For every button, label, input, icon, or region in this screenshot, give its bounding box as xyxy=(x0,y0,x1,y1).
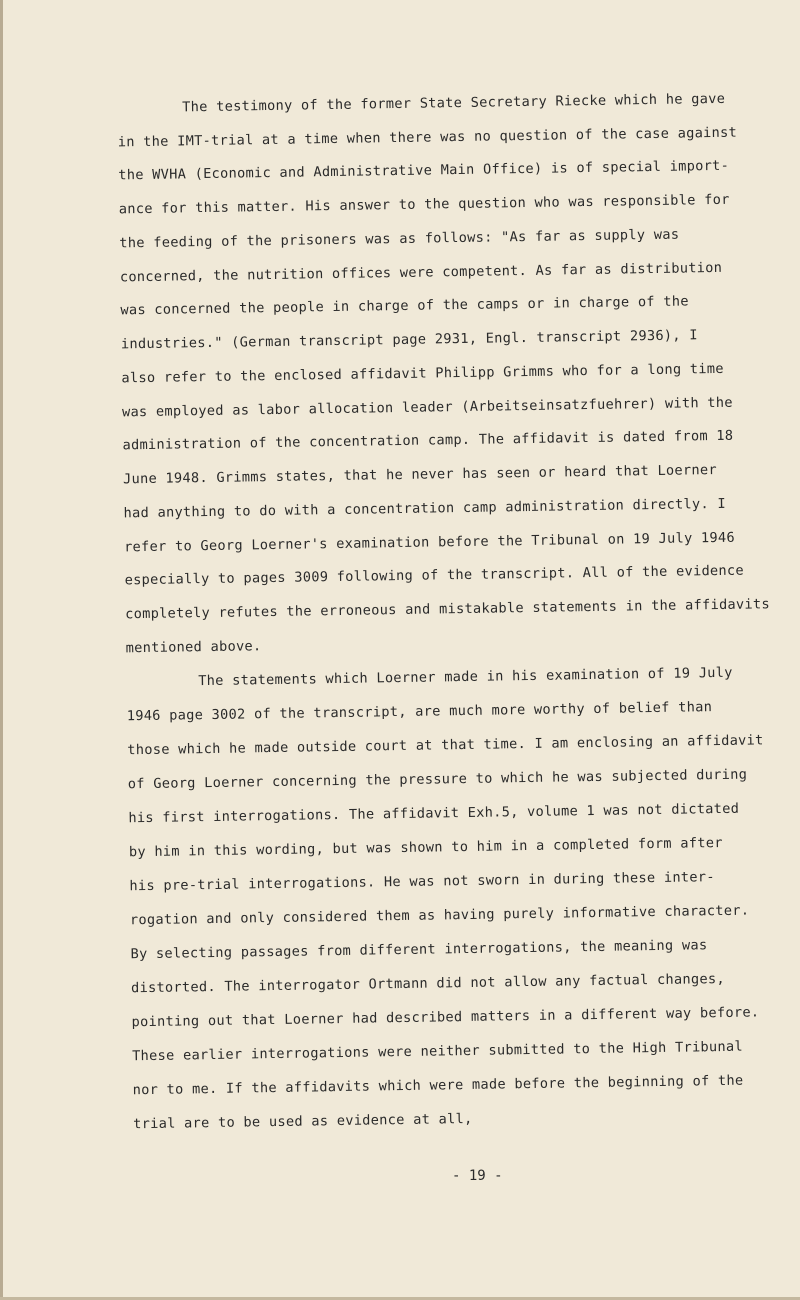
paragraph-1-line-2: in the IMT-trial at a time when there was no question of the case against xyxy=(117,124,738,151)
paragraph-1-line-7: was concerned the people in charge of the camps or in charge of the xyxy=(120,293,689,319)
paragraph-1-line-9: also refer to the enclosed affidavit Philipp Grimms who for a long time xyxy=(121,360,724,387)
paragraph-2-line-8: rogation and only considered them as having purely informative character. xyxy=(129,902,750,929)
paragraph-1-line-17: mentioned above. xyxy=(125,638,262,657)
paragraph-1-line-13: had anything to do with a concentration camp administration directly. I xyxy=(123,495,727,522)
paragraph-2-line-12: These earlier interrogations were neither submitted to the High Tribunal xyxy=(132,1038,744,1065)
paragraph-1-line-16: completely refutes the erroneous and mistakable statements in the affidavits xyxy=(125,596,771,623)
paragraph-1-line-11: administration of the concentration camp. The affidavit is dated from 18 xyxy=(122,427,734,454)
paragraph-1-line-14: refer to Georg Loerner's examination before the Tribunal on 19 July 1946 xyxy=(124,529,736,556)
paragraph-2-line-4: of Georg Loerner concerning the pressure to which he was subjected during xyxy=(127,766,748,793)
paragraph-2-line-2: 1946 page 3002 of the transcript, are much more worthy of belief than xyxy=(126,699,713,725)
paragraph-1-line-6: concerned, the nutrition offices were competent. As far as distribution xyxy=(119,259,723,286)
page-number: - 19 - xyxy=(452,1168,503,1184)
paragraph-2-line-5: his first interrogations. The affidavit Exh.5, volume 1 was not dictated xyxy=(128,800,740,827)
paragraph-1-line-1: The testimony of the former State Secretary Riecke which he gave xyxy=(182,90,726,116)
paragraph-1-line-8: industries." (German transcript page 2931, Engl. transcript 2936), I xyxy=(120,327,698,353)
paragraph-2-line-13: nor to me. If the affidavits which were made before the beginning of the xyxy=(132,1072,744,1099)
paragraph-2-line-10: distorted. The interrogator Ortmann did not allow any factual changes, xyxy=(130,970,726,997)
paragraph-2-line-11: pointing out that Loerner had described matters in a different way before. xyxy=(131,1004,760,1031)
paragraph-1-line-12: June 1948. Grimms states, that he never has seen or heard that Loerner xyxy=(122,462,718,488)
paragraph-2-line-7: his pre-trial interrogations. He was not sworn in during these inter- xyxy=(129,869,715,895)
paragraph-1-line-5: the feeding of the prisoners was as follows: "As far as supply was xyxy=(119,226,680,252)
paragraph-2-line-3: those which he made outside court at that time. I am enclosing an affidavit xyxy=(127,732,764,759)
paragraph-1-line-15: especially to pages 3009 following of the transcript. All of the evidence xyxy=(124,562,745,589)
paragraph-1-line-3: the WVHA (Economic and Administrative Main Office) is of special import- xyxy=(118,157,730,184)
paragraph-1-line-10: was employed as labor allocation leader (Arbeitseinsatzfuehrer) with the xyxy=(121,394,733,421)
paragraph-1-line-4: ance for this matter. His answer to the question who was responsible for xyxy=(118,191,730,218)
paragraph-2-line-14: trial are to be used as evidence at all, xyxy=(133,1110,473,1133)
paragraph-2-line-6: by him in this wording, but was shown to him in a completed form after xyxy=(128,834,723,861)
paragraph-2-line-1: The statements which Loerner made in his examination of 19 July xyxy=(198,664,733,690)
paragraph-2-line-9: By selecting passages from different interrogations, the meaning was xyxy=(130,937,708,963)
